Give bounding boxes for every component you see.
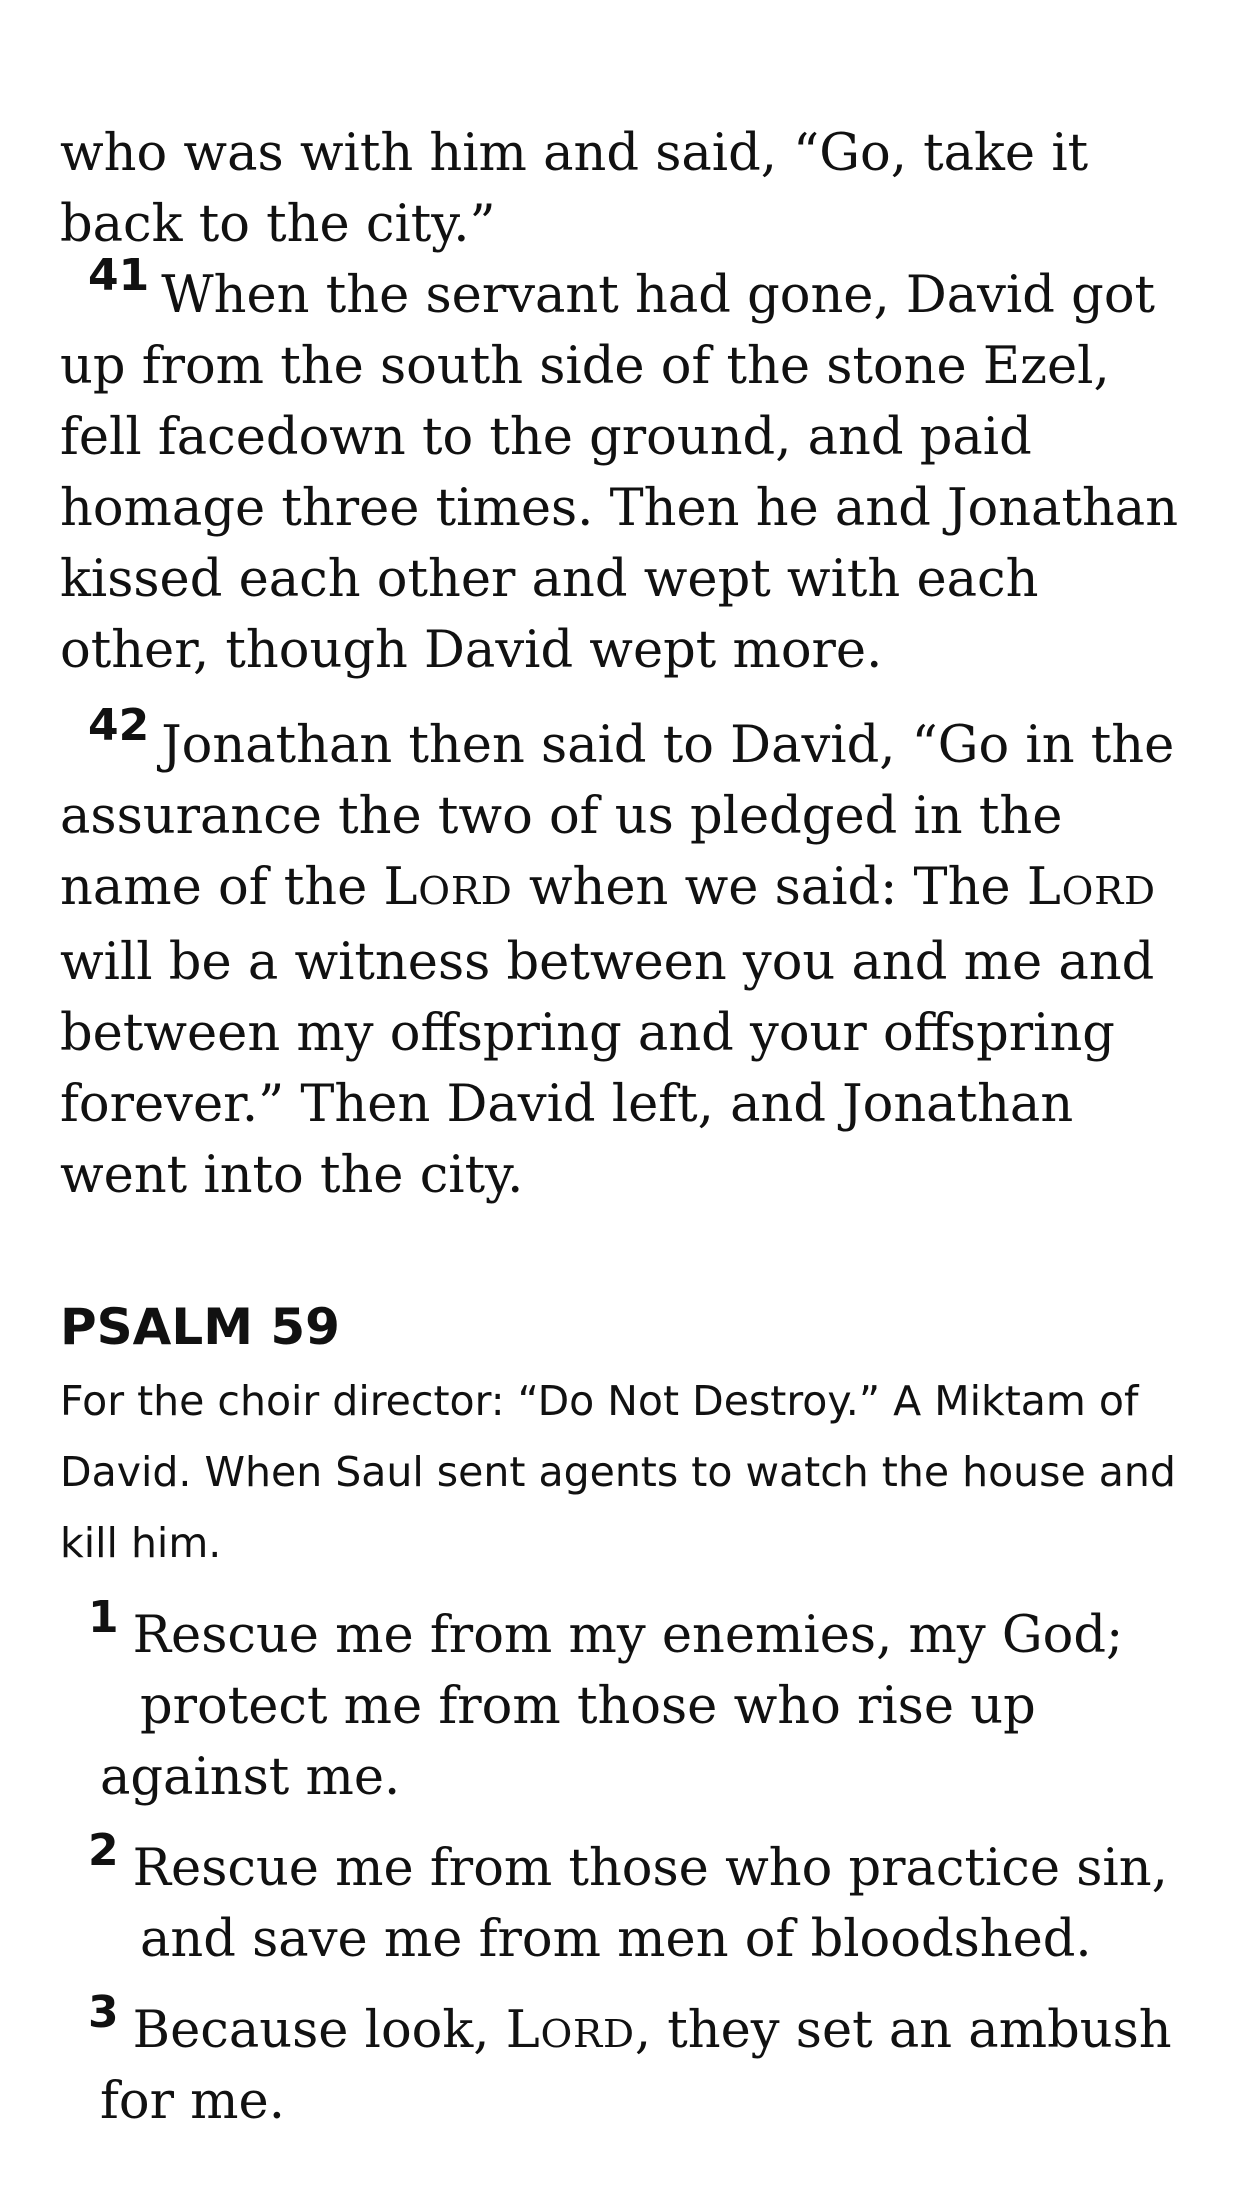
verse-number: 1 (88, 1592, 119, 1644)
verse-number: 2 (88, 1825, 119, 1877)
verse-number: 3 (88, 1987, 119, 2039)
verse-number: 42 (88, 700, 150, 751)
verse-42 (60, 700, 1190, 1211)
verse-text-part: when we said: The (512, 858, 1027, 917)
psalm-verse-3-line-2: for me. (100, 2072, 285, 2131)
poem-text: Because look, (132, 2001, 506, 2060)
verse-number: 41 (88, 250, 150, 301)
psalm-verse-1-line-2: protect me from those who rise up (140, 1677, 1036, 1736)
poem-text: Rescue me from my enemies, my God; (132, 1606, 1124, 1665)
verse-40-continuation: who was with him and said, “Go, take it back to the city.” (60, 124, 1089, 254)
verse-41 (60, 250, 1190, 686)
divine-name: LORD (1026, 858, 1156, 917)
psalm-verse-1-line-1 (88, 1592, 1124, 1671)
verse-text-part: will be a witness between you and me and between my offspring and your offspring forever.” Then David left, and Jonathan went into the city. (60, 933, 1155, 1205)
poem-text: Rescue me from those who practice sin, (132, 1839, 1168, 1898)
poem-text: , they set an ambush (634, 2001, 1172, 2060)
verse-text-part: Jonathan then said to David, “Go in the assurance the two of us pledged in the name of the (60, 716, 1175, 917)
divine-name: LORD (505, 2001, 635, 2060)
psalm-verse-2-line-1 (88, 1825, 1168, 1904)
psalm-superscription: For the choir director: “Do Not Destroy.” A Miktam of David. When Saul sent agents to watch the house and kill him. (60, 1377, 1176, 1567)
divine-name: LORD (383, 858, 513, 917)
verse-text: When the servant had gone, David got up from the south side of the stone Ezel, fell facedown to the ground, and paid homage three times. Then he and Jonathan kissed each other and wept with each other, though David wept more. (60, 266, 1179, 680)
psalm-verse-3-line-1 (88, 1987, 1172, 2070)
psalm-verse-1-line-3: against me. (100, 1748, 401, 1807)
psalm-title: PSALM 59 (60, 1298, 340, 1356)
psalm-verse-2-line-2: and save me from men of bloodshed. (140, 1910, 1092, 1969)
